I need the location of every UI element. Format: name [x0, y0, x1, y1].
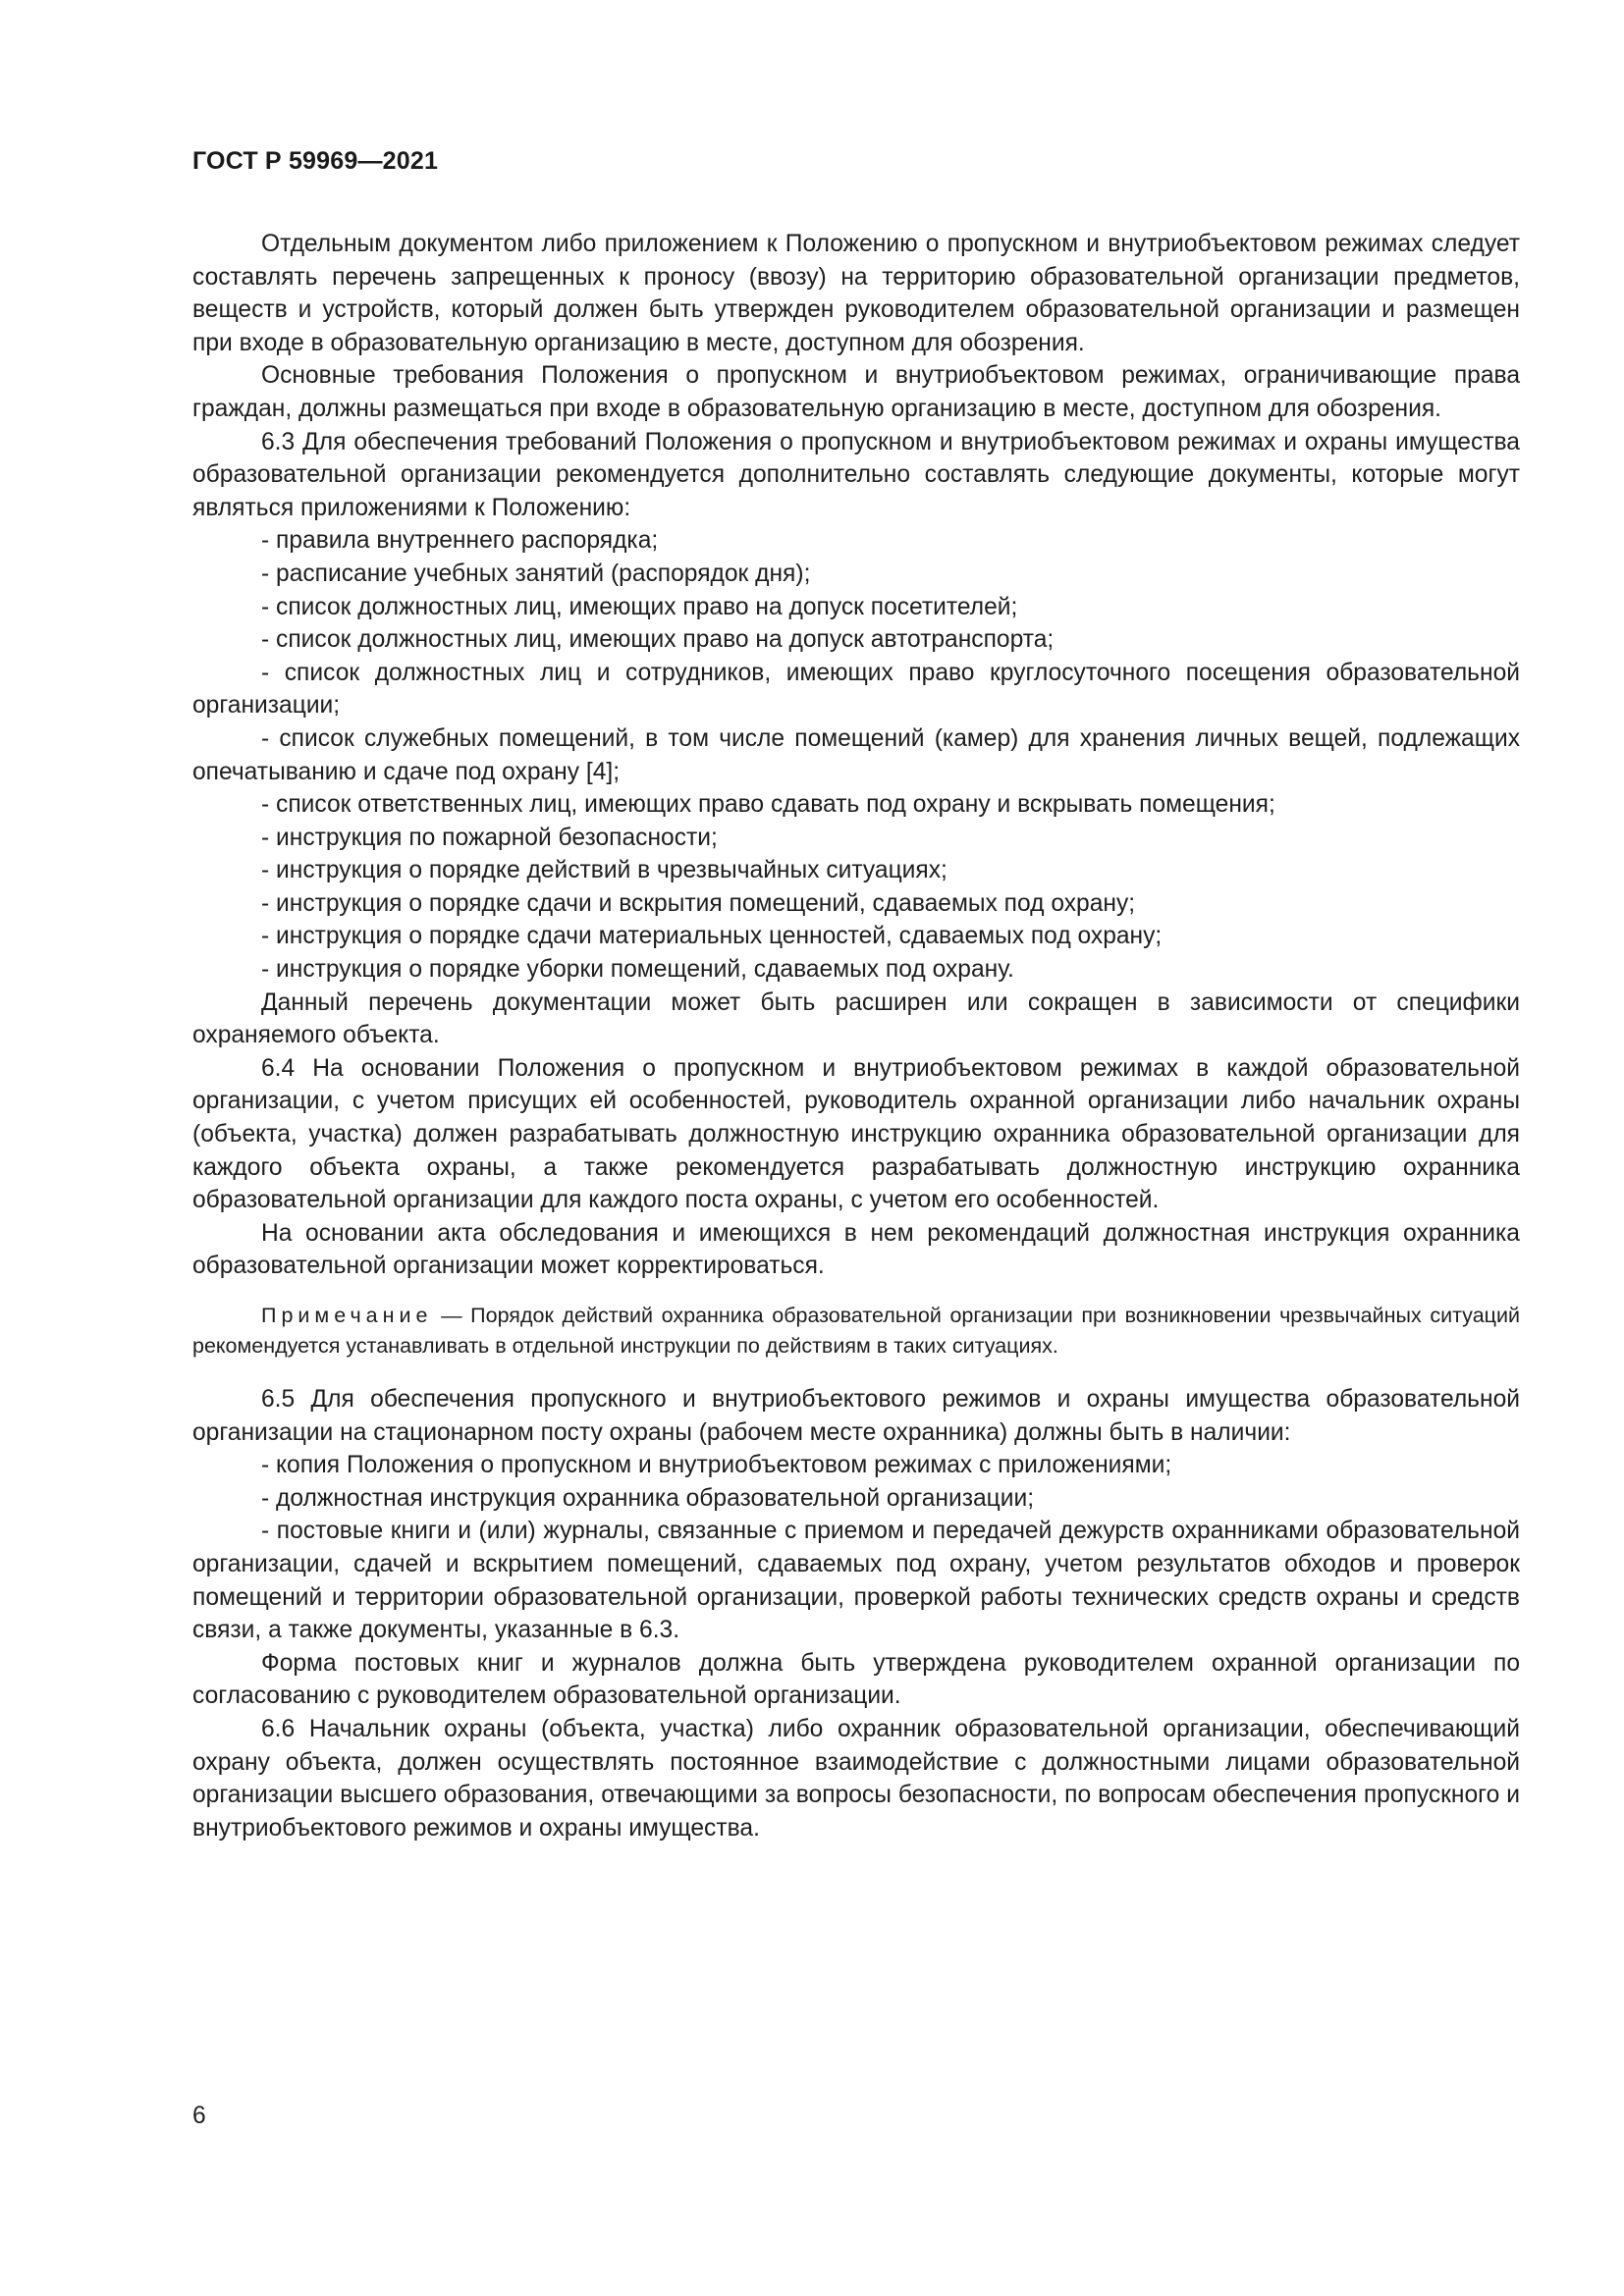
paragraph: Данный перечень документации может быть расширен или сокращен в зависимости от специфики охраняемого объекта. [192, 988, 1520, 1049]
document-body [192, 228, 1520, 1844]
paragraph: Основные требования Положения о пропускном и внутриобъектовом режимах, ограничивающие права граждан, должны размещаться при входе в образовательную организацию в месте, доступном для обозрения. [192, 362, 1520, 422]
section-6-3-paragraph: 6.3 Для обеспечения требований Положения о пропускном и внутриобъектовом режимах и охраны имущества образовательной организации рекомендуется дополнительно составлять следующие документы, которые могут являться приложениями к Положению: [192, 428, 1520, 521]
document-header: ГОСТ Р 59969—2021 [192, 147, 439, 175]
list-item: - список должностных лиц, имеющих право на допуск автотранспорта; [261, 626, 1055, 654]
list-item: - инструкция о порядке уборки помещений, сдаваемых под охрану. [261, 956, 1014, 984]
list-item: - список должностных лиц, имеющих право на допуск посетителей; [261, 593, 1018, 620]
list-item: - должностная инструкция охранника образовательной организации; [261, 1484, 1035, 1512]
page-number: 6 [192, 2103, 206, 2129]
note [192, 1301, 1520, 1362]
section-6-4-paragraph: 6.4 На основании Положения о пропускном и внутриобъектовом режимах в каждой образовательной организации, с учетом присущих ей особенностей, руководитель охранной организации либо начальник охраны (объекта, участка) должен разрабатывать должностную инструкцию охранника образовательной организации для каждого объекта охраны, а также рекомендуется разрабатывать должностную инструкцию охранника образовательной организации для каждого поста охраны, с учетом его особенностей. [192, 1054, 1520, 1214]
list-item: - инструкция о порядке сдачи материальных ценностей, сдаваемых под охрану; [261, 923, 1163, 950]
paragraph: Форма постовых книг и журналов должна быть утверждена руководителем охранной организации по согласованию с руководителем образовательной организации. [192, 1649, 1520, 1710]
paragraph: На основании акта обследования и имеющихся в нем рекомендаций должностная инструкция охранника образовательной организации может корректироваться. [192, 1219, 1520, 1280]
section-6-6-paragraph: 6.6 Начальник охраны (объекта, участка) либо охранник образовательной организации, обеспечивающий охрану объекта, должен осуществлять постоянное взаимодействие с должностными лицами образовательной организации высшего образования, отвечающими за вопросы безопасности, по вопросам обеспечения пропускного и внутриобъектового режимов и охраны имущества. [192, 1715, 1520, 1842]
list-item: - инструкция по пожарной безопасности; [261, 824, 718, 851]
list-item: - копия Положения о пропускном и внутриобъектовом режимах с приложениями; [261, 1452, 1172, 1479]
list-item: - инструкция о порядке действий в чрезвычайных ситуациях; [261, 857, 947, 884]
list-item: - список должностных лиц и сотрудников, имеющих право круглосуточного посещения образовательной организации; [192, 659, 1520, 720]
list-item: - расписание учебных занятий (распорядок дня); [261, 560, 811, 587]
note-text: — Порядок действий охранника образовательной организации при возникновении чрезвычайных ситуаций рекомендуется устанавливать в отдельной инструкции по действиям в таких ситуациях. [192, 1304, 1520, 1358]
note-label: Примечание [261, 1304, 433, 1327]
list-item: - инструкция о порядке сдачи и вскрытия помещений, сдаваемых под охрану; [261, 889, 1136, 917]
paragraph: Отдельным документом либо приложением к Положению о пропускном и внутриобъектовом режимах следует составлять перечень запрещенных к проносу (ввозу) на территорию образовательной организации предметов, веществ и устройств, который должен быть утвержден руководителем образовательной организации и размещен при входе в образовательную организацию в месте, доступном для обозрения. [192, 231, 1520, 356]
list-item: - список служебных помещений, в том числе помещений (камер) для хранения личных вещей, подлежащих опечатыванию и сдаче под охрану [4]; [192, 724, 1520, 785]
section-6-5-paragraph: 6.5 Для обеспечения пропускного и внутриобъектового режимов и охраны имущества образовательной организации на стационарном посту охраны (рабочем месте охранника) должны быть в наличии: [192, 1386, 1520, 1446]
list-item: - правила внутреннего распорядка; [261, 527, 659, 555]
list-item: - список ответственных лиц, имеющих право сдавать под охрану и вскрывать помещения; [261, 791, 1275, 819]
list-item: - постовые книги и (или) журналы, связанные с приемом и передачей дежурств охранниками образовательной организации, сдачей и вскрытием помещений, сдаваемых под охрану, учетом результатов обходов и проверок помещений и территории образовательной организации, проверкой работы технических средств охраны и средств связи, а также документы, указанные в 6.3. [192, 1518, 1520, 1644]
